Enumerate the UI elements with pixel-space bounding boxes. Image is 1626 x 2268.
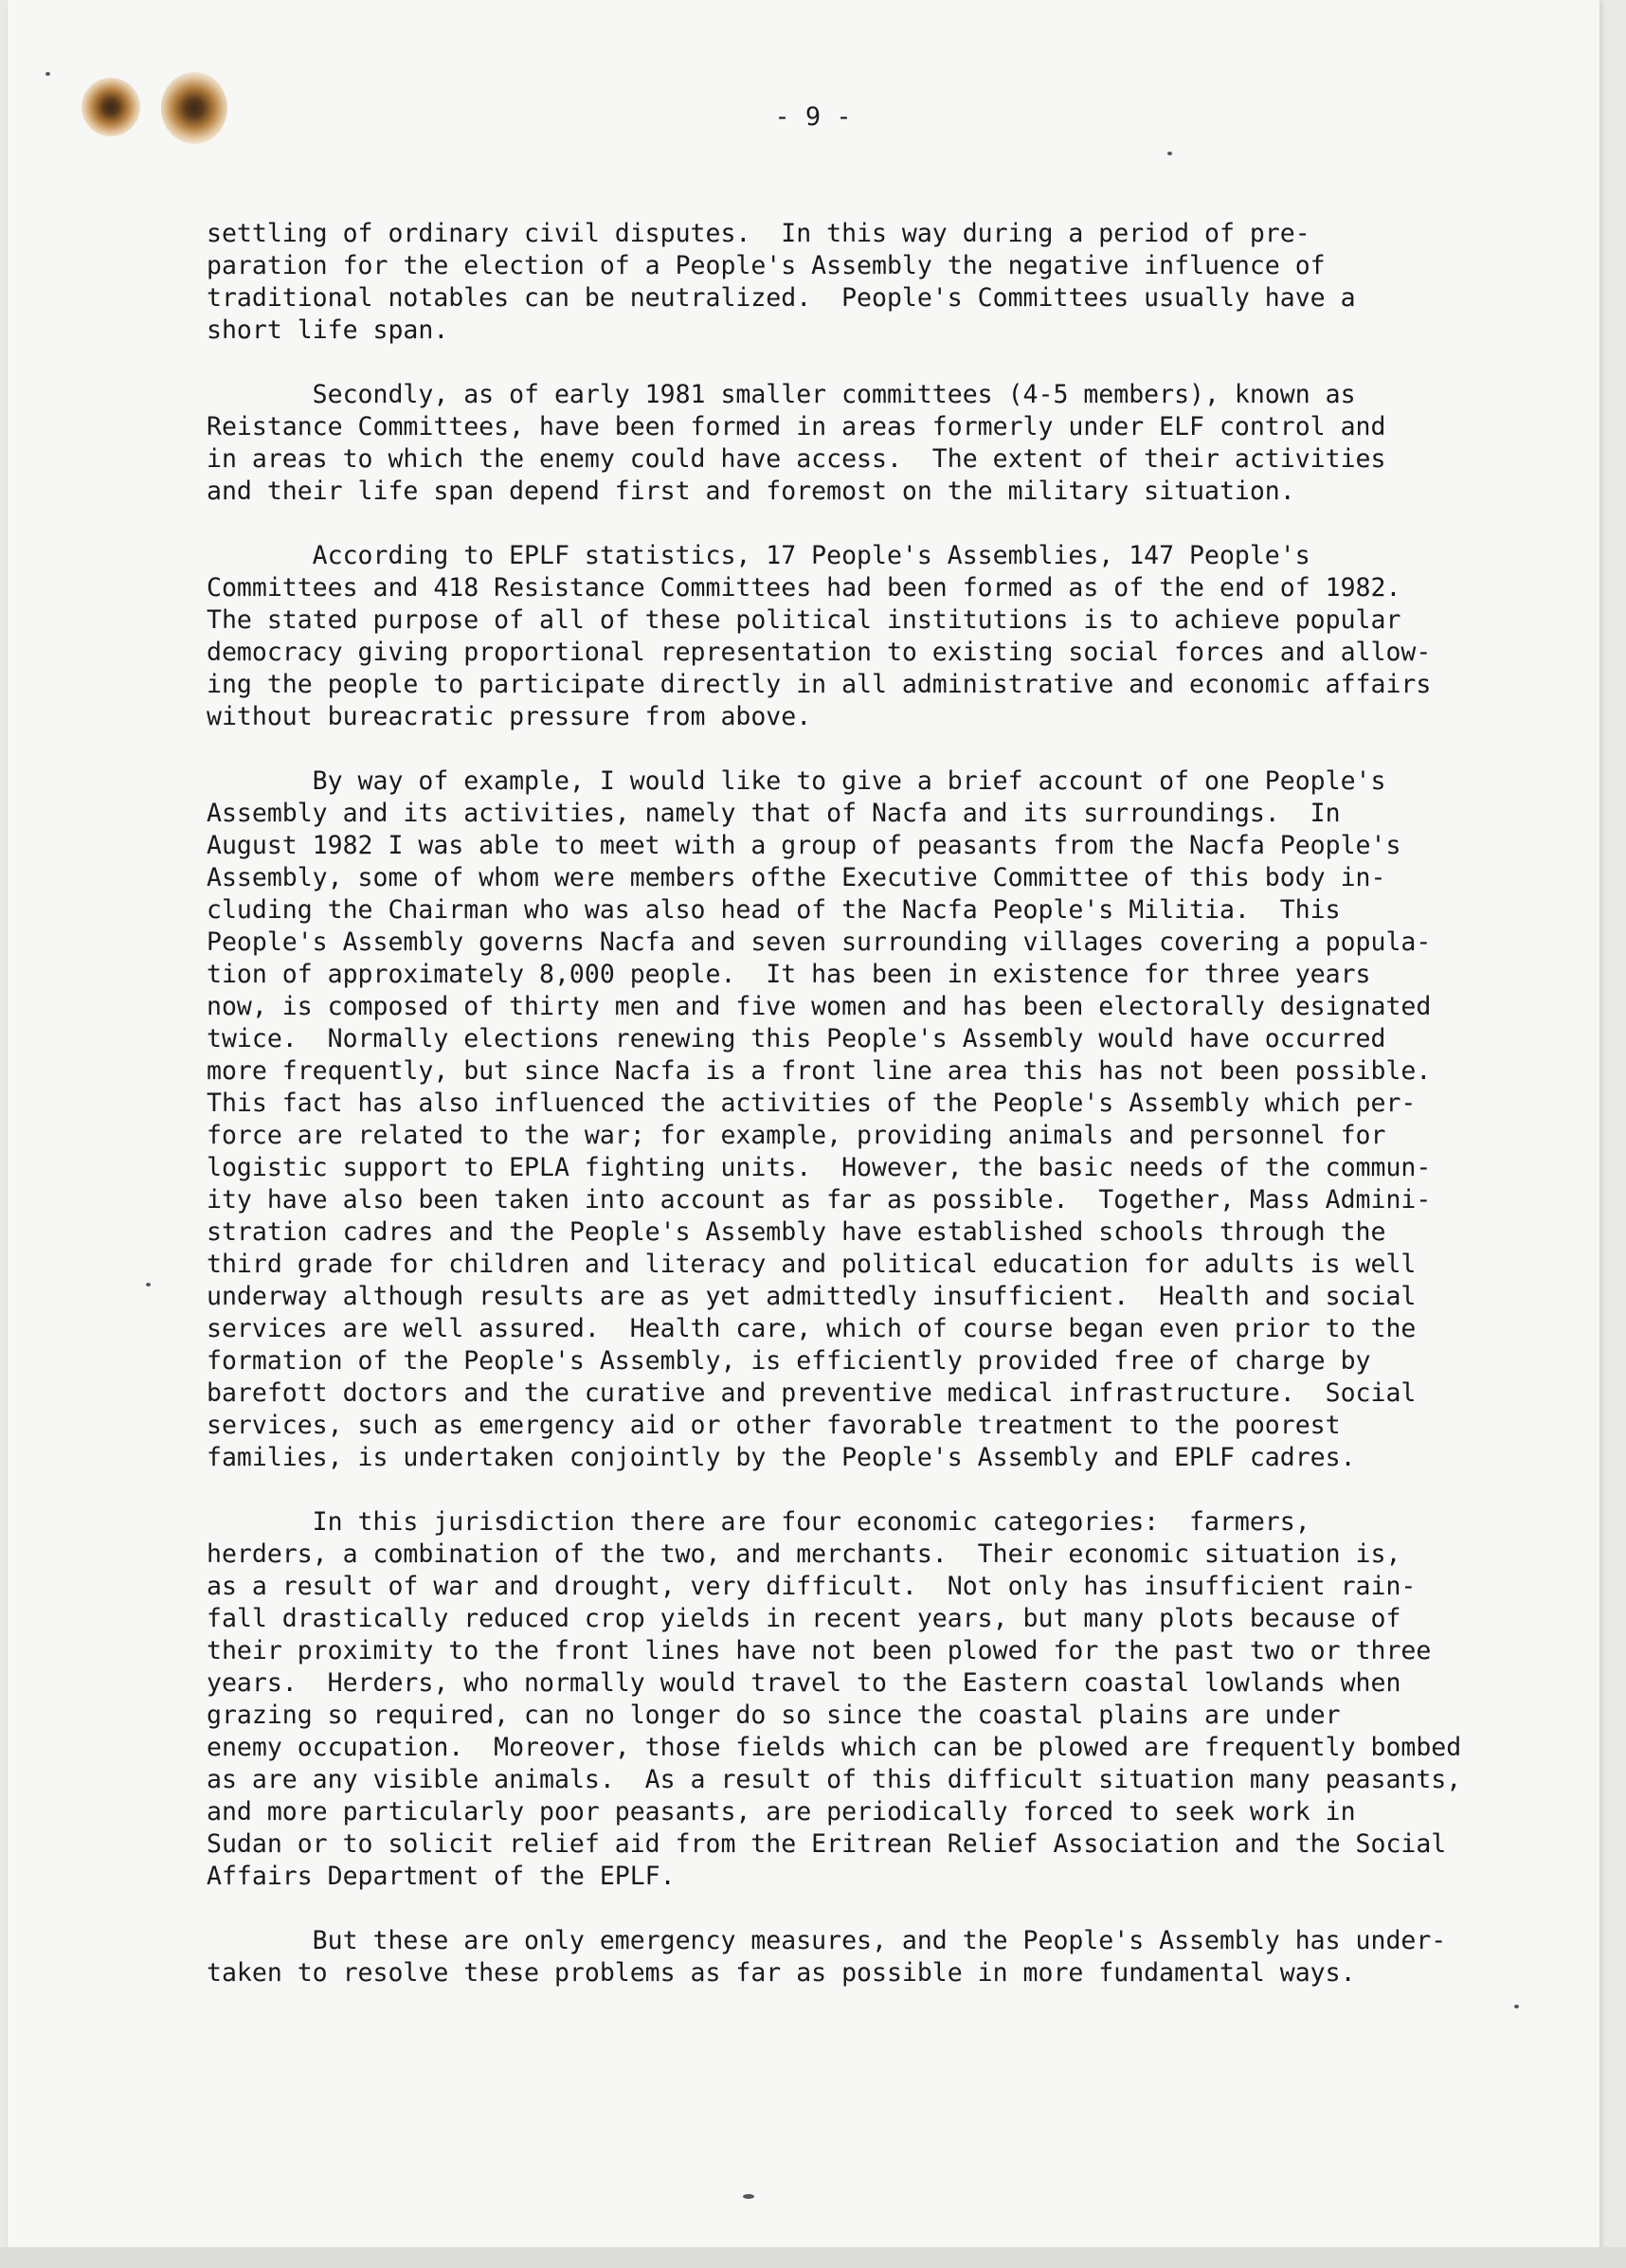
text-line: ing the people to participate directly in all administrative and economic affairs xyxy=(207,670,1432,699)
text-line: Affairs Department of the EPLF. xyxy=(207,1862,676,1891)
text-line: without bureacratic pressure from above. xyxy=(207,702,812,731)
text-line: and their life span depend first and foremost on the military situation. xyxy=(207,477,1295,506)
paragraph xyxy=(207,540,1552,733)
text-line: in areas to which the enemy could have access. The extent of their activities xyxy=(207,444,1386,474)
text-line: traditional notables can be neutralized. People's Committees usually have a xyxy=(207,283,1356,313)
text-line: Committees and 418 Resistance Committees had been formed as of the end of 1982. xyxy=(207,573,1401,603)
paragraph xyxy=(207,379,1552,508)
text-line: families, is undertaken conjointly by the People's Assembly and EPLF cadres. xyxy=(207,1443,1356,1472)
text-line: herders, a combination of the two, and merchants. Their economic situation is, xyxy=(207,1539,1401,1569)
text-line: The stated purpose of all of these political institutions is to achieve popular xyxy=(207,605,1401,635)
text-line: But these are only emergency measures, and the People's Assembly has under- xyxy=(207,1926,1447,1955)
paragraph xyxy=(207,218,1552,347)
text-line: services, such as emergency aid or other favorable treatment to the poorest xyxy=(207,1411,1341,1440)
text-line: twice. Normally elections renewing this People's Assembly would have occurred xyxy=(207,1024,1386,1053)
text-line: Sudan or to solicit relief aid from the Eritrean Relief Association and the Social xyxy=(207,1829,1447,1859)
text-line: formation of the People's Assembly, is efficiently provided free of charge by xyxy=(207,1346,1371,1376)
text-line: paration for the election of a People's Assembly the negative influence of xyxy=(207,251,1326,280)
text-line: By way of example, I would like to give a brief account of one People's xyxy=(207,766,1386,796)
scan-speck xyxy=(1167,152,1172,155)
text-line: ity have also been taken into account as far as possible. Together, Mass Admini- xyxy=(207,1185,1432,1215)
text-line: logistic support to EPLA fighting units. However, the basic needs of the commun- xyxy=(207,1153,1432,1182)
text-line: In this jurisdiction there are four economic categories: farmers, xyxy=(207,1507,1310,1537)
text-line: tion of approximately 8,000 people. It has been in existence for three years xyxy=(207,960,1371,989)
text-line: enemy occupation. Moreover, those fields which can be plowed are frequently bombed xyxy=(207,1733,1462,1762)
scan-speck xyxy=(146,1283,151,1287)
text-line: fall drastically reduced crop yields in recent years, but many plots because of xyxy=(207,1604,1401,1633)
text-line: August 1982 I was able to meet with a group of peasants from the Nacfa People's xyxy=(207,831,1401,860)
text-line: Assembly, some of whom were members ofthe Executive Committee of this body in- xyxy=(207,863,1386,892)
scanner-bed-edge xyxy=(0,2247,1626,2268)
page-number: - 9 - xyxy=(774,102,852,132)
text-line: underway although results are as yet admittedly insufficient. Health and social xyxy=(207,1282,1417,1311)
scan-speck xyxy=(743,2194,754,2199)
text-line: stration cadres and the People's Assembly have established schools through the xyxy=(207,1217,1386,1247)
text-line: and more particularly poor peasants, are periodically forced to seek work in xyxy=(207,1797,1356,1827)
text-line: as are any visible animals. As a result of this difficult situation many peasants, xyxy=(207,1765,1462,1794)
text-line: years. Herders, who normally would travel to the Eastern coastal lowlands when xyxy=(207,1668,1401,1698)
body-text xyxy=(207,218,1552,1989)
text-line: short life span. xyxy=(207,315,449,345)
text-line: grazing so required, can no longer do so since the coastal plains are under xyxy=(207,1701,1341,1730)
text-line: services are well assured. Health care, which of course began even prior to the xyxy=(207,1314,1417,1343)
paragraph xyxy=(207,1925,1552,1989)
text-line: Assembly and its activities, namely that of Nacfa and its surroundings. In xyxy=(207,799,1341,828)
text-line: their proximity to the front lines have not been plowed for the past two or three xyxy=(207,1636,1432,1665)
paragraph xyxy=(207,765,1552,1474)
text-line: According to EPLF statistics, 17 People's Assemblies, 147 People's xyxy=(207,541,1310,570)
text-line: force are related to the war; for example, providing animals and personnel for xyxy=(207,1121,1386,1150)
text-line: This fact has also influenced the activities of the People's Assembly which per- xyxy=(207,1089,1417,1118)
text-line: democracy giving proportional representation to existing social forces and allow- xyxy=(207,638,1432,667)
scan-speck xyxy=(1514,2005,1519,2008)
text-line: now, is composed of thirty men and five women and has been electorally designated xyxy=(207,992,1432,1021)
text-line: third grade for children and literacy and political education for adults is well xyxy=(207,1250,1417,1279)
text-line: cluding the Chairman who was also head of the Nacfa People's Militia. This xyxy=(207,895,1341,925)
text-line: Reistance Committees, have been formed in areas formerly under ELF control and xyxy=(207,412,1386,441)
text-line: barefott doctors and the curative and preventive medical infrastructure. Social xyxy=(207,1378,1417,1408)
text-line: settling of ordinary civil disputes. In this way during a period of pre- xyxy=(207,219,1310,248)
text-line: Secondly, as of early 1981 smaller committees (4-5 members), known as xyxy=(207,380,1356,409)
paragraph xyxy=(207,1506,1552,1893)
text-line: taken to resolve these problems as far as possible in more fundamental ways. xyxy=(207,1958,1356,1988)
scan-speck xyxy=(45,72,50,76)
text-line: as a result of war and drought, very difficult. Not only has insufficient rain- xyxy=(207,1572,1417,1601)
text-line: more frequently, but since Nacfa is a front line area this has not been possible. xyxy=(207,1056,1432,1086)
text-line: People's Assembly governs Nacfa and seven surrounding villages covering a popula- xyxy=(207,927,1432,957)
